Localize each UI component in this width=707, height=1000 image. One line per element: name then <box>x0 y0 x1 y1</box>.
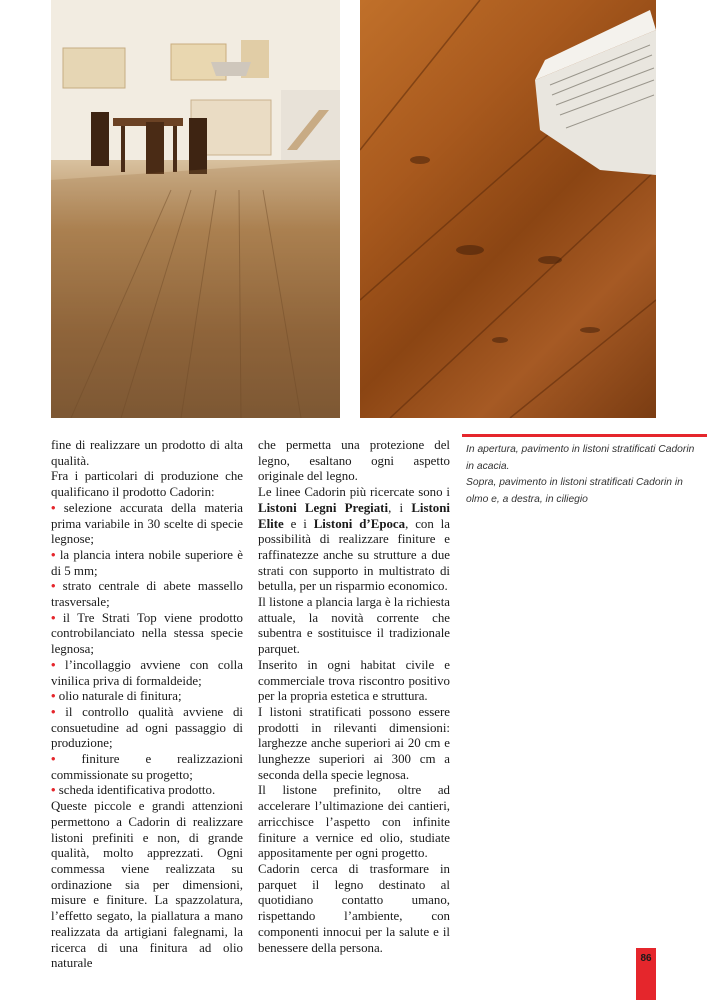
page-number: 86 <box>640 953 652 964</box>
list-item: • l’incollaggio avviene con colla vinilica priva di formaldeide; <box>51 657 243 688</box>
list-item: • olio naturale di finitura; <box>51 689 182 704</box>
outro-paragraph: Queste piccole e grandi attenzioni permettono a Cadorin di realizzare listoni prefiniti e non, di grande qualità, molto apprezzati. Ogni commessa viene realizzata su ordinazione sia per dimensioni, misure e finiture. La spazzolatura, l’effetto segato, la piallatura a mano realizzata da artigiani falegnami, la ricerca di una finitura ad olio naturale <box>51 799 243 971</box>
kitchen-floor-illustration <box>51 0 340 418</box>
cherry-floor-illustration <box>360 0 656 418</box>
caption-rule <box>462 434 707 437</box>
paragraph: che permetta una protezione del legno, esaltano ogni aspetto originale del legno. <box>258 438 450 484</box>
bullet-icon: • <box>51 752 56 767</box>
cherry-floor-photo <box>360 0 656 418</box>
list-item: • finiture e realizzazioni commissionate su progetto; <box>51 752 243 782</box>
list-item: • la plancia intera nobile superiore è di 5 mm; <box>51 547 243 578</box>
bullet-icon: • <box>51 783 56 798</box>
list-item: • il controllo qualità avviene di consuetudine ad ogni passaggio di produzione; <box>51 704 243 751</box>
list-item: • selezione accurata della materia prima variabile in 30 scelte di specie legnose; <box>51 500 243 547</box>
paragraph: Il listone a plancia larga è la richiesta attuale, la novità corrente che subentra e sostituisce il tradizionale parquet. <box>258 595 450 657</box>
paragraph: I listoni stratificati possono essere prodotti in rilevanti dimensioni: larghezze anche superiori ai 20 cm e lunghezze superiori ai 300 cm a seconda della specie legnosa. <box>258 704 450 782</box>
caption-line: Sopra, pavimento in listoni stratificati Cadorin in olmo e, a destra, in ciliegio <box>466 477 683 505</box>
product-line-name: Listoni d’Epoca <box>313 516 406 531</box>
product-lines-paragraph: Le linee Cadorin più ricercate sono i Listoni Legni Pregiati, i Listoni Elite e i Listoni d’Epoca, con la possibilità di realizzare finiture e raffinatezze anche su strutture a due strati con supporto in multistrato di betulla, per un risparmio economico. <box>258 485 450 594</box>
paragraph: Cadorin cerca di trasformare in parquet il legno destinato al quotidiano contatto umano, rispettando l’ambiente, con componenti innocui per la salute e il benessere della persona. <box>258 861 450 955</box>
list-item: • il Tre Strati Top viene prodotto controbilanciato nella stessa specie legnosa; <box>51 610 243 657</box>
photo-caption <box>466 442 698 508</box>
bullet-icon: • <box>51 704 56 719</box>
bullet-icon: • <box>51 547 56 562</box>
bullet-icon: • <box>51 579 56 594</box>
bullet-icon: • <box>51 689 56 704</box>
list-item: • strato centrale di abete massello trasversale; <box>51 579 243 610</box>
product-line-name: Listoni Elite <box>258 500 450 531</box>
product-line-name: Listoni Legni Pregiati <box>258 500 389 515</box>
production-details-list <box>51 501 243 799</box>
bullet-icon: • <box>51 500 56 515</box>
body-column-2 <box>258 438 450 956</box>
kitchen-floor-photo <box>51 0 340 418</box>
intro-paragraph: fine di realizzare un prodotto di alta qualità. <box>51 438 243 468</box>
paragraph: Inserito in ogni habitat civile e commerciale trova riscontro positivo per la propria estetica e struttura. <box>258 657 450 704</box>
bullet-icon: • <box>51 657 56 672</box>
list-item: • scheda identificativa prodotto. <box>51 783 216 798</box>
paragraph: Il listone prefinito, oltre ad accelerare l’ultimazione dei cantieri, arricchisce l’aspetto con infinite finiture a vernice ed olio, studiate appositamente per ogni progetto. <box>258 783 450 861</box>
body-column-1 <box>51 438 243 972</box>
bullet-icon: • <box>51 610 56 625</box>
page-number-tab <box>636 948 656 1000</box>
caption-line: In apertura, pavimento in listoni stratificati Cadorin in acacia. <box>466 444 695 472</box>
list-intro-paragraph: Fra i particolari di produzione che qualificano il prodotto Cadorin: <box>51 469 243 500</box>
